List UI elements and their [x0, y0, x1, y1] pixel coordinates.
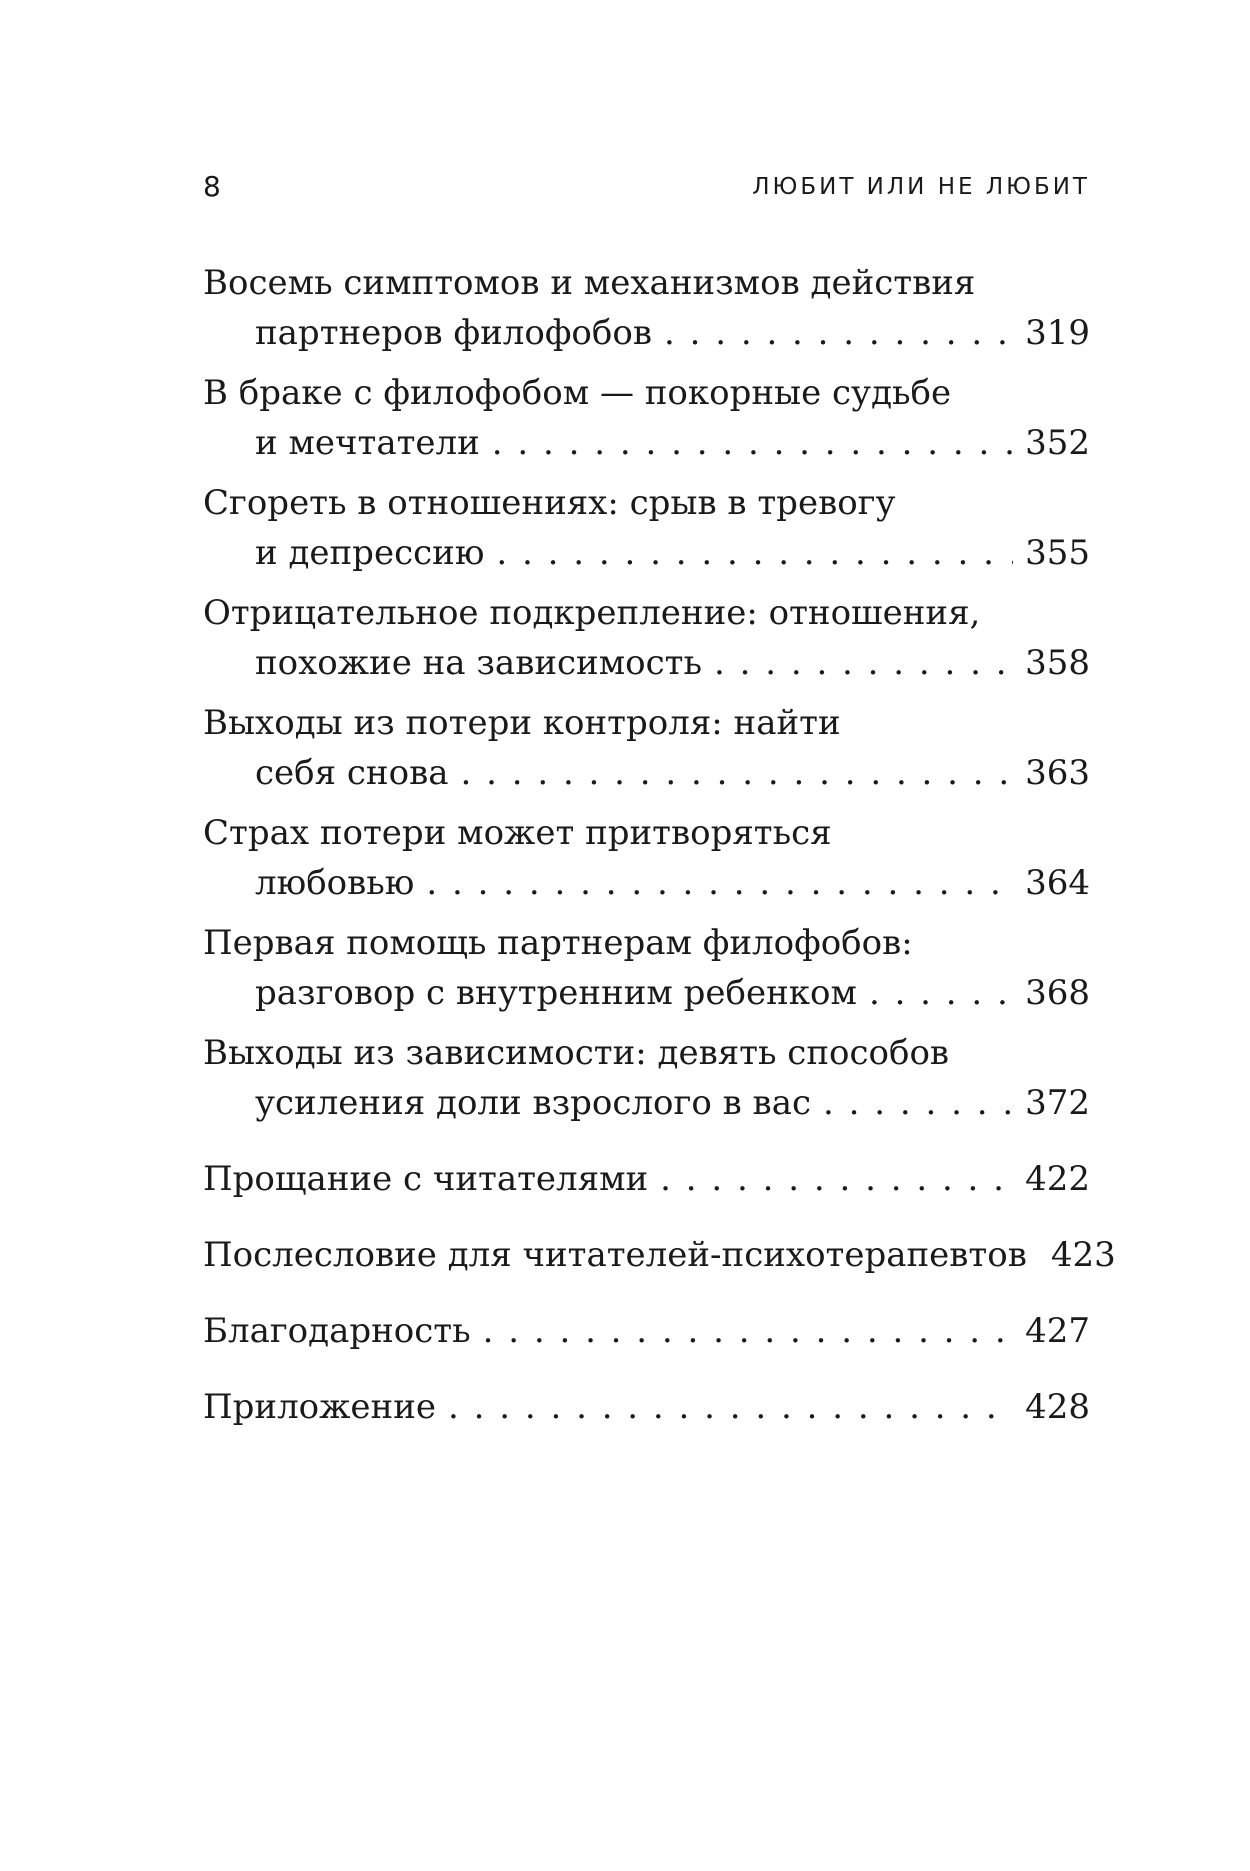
toc-page-number: 352 — [1025, 423, 1090, 463]
dot-leader — [869, 968, 1013, 1018]
dot-leader — [496, 528, 1013, 578]
toc-entry-title: Сгореть в отношениях: срыв в тревогу — [203, 483, 896, 523]
toc-page-number: 364 — [1025, 863, 1090, 903]
dot-leader — [426, 858, 1013, 908]
toc-entry-title-continued: похожие на зависимость — [255, 643, 702, 683]
toc-entry — [203, 698, 1090, 798]
toc-entry — [203, 1028, 1090, 1128]
toc-section-title: Приложение — [203, 1387, 436, 1427]
toc-entry-title-continued: партнеров филофобов — [255, 313, 652, 353]
toc-page-number: 372 — [1025, 1083, 1090, 1123]
toc-section — [203, 1306, 1090, 1356]
toc-entry-title: Отрицательное подкрепление: отношения, — [203, 593, 981, 633]
toc-entry-title-continued: и мечтатели — [255, 423, 480, 463]
dot-leader — [448, 1382, 1013, 1432]
toc-entry-title-continued: усиления доли взрослого в вас — [255, 1083, 812, 1123]
dot-leader — [492, 418, 1013, 468]
toc-page-number: 427 — [1025, 1311, 1090, 1351]
dot-leader — [660, 1154, 1013, 1204]
page-number: 8 — [203, 170, 222, 203]
toc-entry-title: Первая помощь партнерам филофобов: — [203, 923, 913, 963]
toc-entry-title-continued: и депрессию — [255, 533, 485, 573]
toc-page-number: 423 — [1050, 1235, 1116, 1275]
toc-page-number: 319 — [1025, 313, 1090, 353]
toc-entry-title-continued: себя снова — [255, 753, 449, 793]
toc-section — [203, 1382, 1090, 1432]
toc-page-number: 363 — [1025, 753, 1090, 793]
toc-entry-title: Выходы из зависимости: девять способов — [203, 1033, 950, 1073]
book-title: ЛЮБИТ ИЛИ НЕ ЛЮБИТ — [752, 174, 1090, 200]
toc-entry — [203, 368, 1090, 468]
running-header — [203, 170, 1090, 210]
toc-entry-title: Страх потери может притворяться — [203, 813, 832, 853]
toc-section-title: Благодарность — [203, 1311, 471, 1351]
toc-section-title: Прощание с читателями — [203, 1159, 649, 1199]
toc-entry-title-continued: любовью — [255, 863, 415, 903]
toc-entry — [203, 808, 1090, 908]
toc-section — [203, 1230, 1116, 1280]
toc-page-number: 422 — [1025, 1159, 1090, 1199]
toc-entry-title: Выходы из потери контроля: найти — [203, 703, 841, 743]
dot-leader — [823, 1078, 1013, 1128]
dot-leader — [664, 308, 1013, 358]
dot-leader — [714, 638, 1013, 688]
toc-entry — [203, 258, 1090, 358]
toc-page-number: 428 — [1025, 1387, 1090, 1427]
toc-page-number: 368 — [1025, 973, 1090, 1013]
toc-section-title: Послесловие для читателей-психотерапевтов — [203, 1235, 1027, 1275]
toc-entry-title-continued: разговор с внутренним ребенком — [255, 973, 857, 1013]
dot-leader — [460, 748, 1013, 798]
toc-entry-title: В браке с филофобом — покорные судьбе — [203, 373, 952, 413]
toc-entry — [203, 918, 1090, 1018]
toc-page-number: 355 — [1025, 533, 1090, 573]
table-of-contents — [203, 258, 1116, 1432]
toc-page-number: 358 — [1025, 643, 1090, 683]
toc-section — [203, 1154, 1090, 1204]
toc-entry — [203, 588, 1090, 688]
dot-leader — [483, 1306, 1013, 1356]
toc-entry-title: Восемь симптомов и механизмов действия — [203, 263, 976, 303]
toc-entry — [203, 478, 1090, 578]
